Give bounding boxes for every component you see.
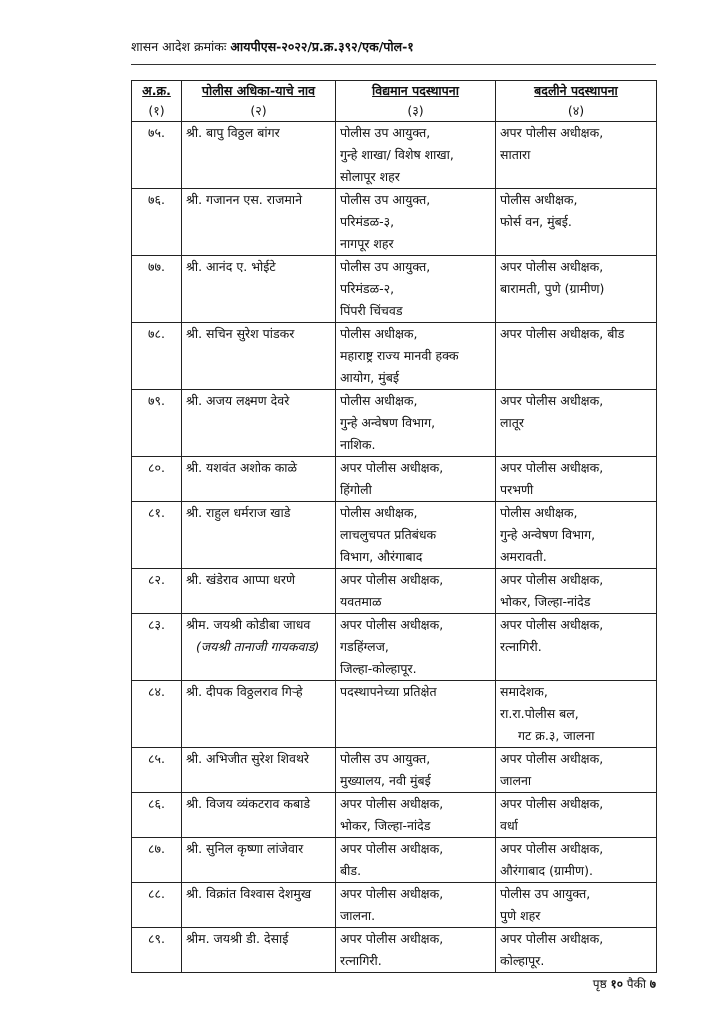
table-row [132, 793, 657, 838]
posting-line: पोलीस उप आयुक्त, [340, 259, 431, 274]
posting-line: रत्नागिरी. [340, 953, 382, 968]
officer-name: श्री. राहुल धर्मराज खाडे [186, 505, 291, 520]
officer-name: श्री. दीपक विठ्ठलराव गिऱ्हे [186, 684, 303, 699]
new-posting-cell [496, 122, 657, 189]
posting-line: अपर पोलीस अधीक्षक, [340, 796, 444, 811]
column-header: अ.क्र. [132, 81, 182, 102]
officer-name: श्री. विजय व्यंकटराव कबाडे [186, 796, 311, 811]
table-row [132, 838, 657, 883]
order-number: आयपीएस-२०२२/प्र.क्र.३९२/एक/पोल-१ [230, 39, 414, 54]
officer-name-cell [182, 122, 336, 189]
new-posting-cell [496, 614, 657, 681]
posting-line: विभाग, औरंगाबाद [340, 549, 423, 564]
posting-line: पोलीस अधीक्षक, [500, 505, 578, 520]
posting-line: वर्धा [500, 818, 518, 833]
current-posting-cell [336, 569, 496, 614]
posting-line: अपर पोलीस अधीक्षक, [500, 393, 604, 408]
current-posting-cell [336, 681, 496, 748]
posting-line: सोलापूर शहर [340, 169, 400, 184]
current-posting-cell [336, 614, 496, 681]
current-posting-cell [336, 838, 496, 883]
posting-line: पोलीस उप आयुक्त, [340, 125, 431, 140]
new-posting-cell [496, 838, 657, 883]
posting-line: अपर पोलीस अधीक्षक, [340, 460, 444, 475]
table-row [132, 122, 657, 189]
posting-line: अपर पोलीस अधीक्षक, [500, 259, 604, 274]
posting-line: रत्नागिरी. [500, 639, 542, 654]
table-row [132, 390, 657, 457]
officer-name: श्री. आनंद ए. भोईटे [186, 259, 276, 274]
current-posting-cell [336, 793, 496, 838]
posting-line: गट क्र.३, जालना [518, 728, 595, 743]
posting-line: जालना. [340, 908, 376, 923]
posting-line: अपर पोलीस अधीक्षक, [500, 572, 604, 587]
header-divider [131, 64, 656, 65]
officer-name-cell [182, 838, 336, 883]
current-posting-cell [336, 748, 496, 793]
serial-number: ८६. [132, 793, 182, 838]
posting-line: अपर पोलीस अधीक्षक, [500, 751, 604, 766]
new-posting-cell [496, 883, 657, 928]
column-header: बदलीने पदस्थापना [496, 81, 657, 102]
posting-line: परिमंडळ-३, [340, 214, 395, 229]
table-row [132, 323, 657, 390]
posting-line: गडहिंग्लज, [340, 639, 389, 654]
transfer-table [131, 80, 657, 973]
posting-line: औरंगाबाद (ग्रामीण). [500, 863, 593, 878]
column-number: (१) [132, 101, 182, 122]
officer-name-cell [182, 681, 336, 748]
new-posting-cell [496, 748, 657, 793]
posting-line: फोर्स वन, मुंबई. [500, 214, 572, 229]
column-number: (३) [336, 101, 496, 122]
page-number: पृष्ठ १० पैकी ७ [592, 977, 656, 991]
current-posting-cell [336, 122, 496, 189]
posting-line: अपर पोलीस अधीक्षक, [340, 841, 444, 856]
new-posting-cell [496, 502, 657, 569]
table-header-row [132, 81, 657, 102]
new-posting-cell [496, 793, 657, 838]
posting-line: परभणी [500, 482, 534, 497]
officer-name-cell [182, 883, 336, 928]
posting-line: आयोग, मुंबई [340, 370, 399, 385]
posting-line: गुन्हे शाखा/ विशेष शाखा, [340, 147, 454, 162]
table-row [132, 681, 657, 748]
officer-name: श्री. सुनिल कृष्णा लांजेवार [186, 841, 304, 856]
current-posting-cell [336, 189, 496, 256]
posting-line: नागपूर शहर [340, 236, 394, 251]
posting-line: पुणे शहर [500, 908, 541, 923]
serial-number: ८०. [132, 457, 182, 502]
posting-line: अपर पोलीस अधीक्षक, [340, 572, 444, 587]
posting-line: जिल्हा-कोल्हापूर. [340, 661, 417, 676]
column-header: पोलीस अधिका-याचे नाव [182, 81, 336, 102]
table-row [132, 928, 657, 973]
serial-number: ७८. [132, 323, 182, 390]
new-posting-cell [496, 189, 657, 256]
officer-name-cell [182, 457, 336, 502]
table-row [132, 457, 657, 502]
current-posting-cell [336, 323, 496, 390]
new-posting-cell [496, 256, 657, 323]
posting-line: बीड. [340, 863, 362, 878]
column-number-row [132, 101, 657, 122]
new-posting-cell [496, 390, 657, 457]
posting-line: लातूर [500, 415, 524, 430]
officer-name: श्री. विक्रांत विश्वास देशमुख [186, 886, 312, 901]
officer-name-cell [182, 748, 336, 793]
serial-number: ८९. [132, 928, 182, 973]
table-row [132, 502, 657, 569]
serial-number: ८२. [132, 569, 182, 614]
serial-number: ७९. [132, 390, 182, 457]
posting-line: अपर पोलीस अधीक्षक, [340, 931, 444, 946]
column-header: विद्यमान पदस्थापना [336, 81, 496, 102]
posting-line: हिंगोली [340, 482, 372, 497]
posting-line: भोकर, जिल्हा-नांदेड [500, 594, 591, 609]
posting-line: लाचलुचपत प्रतिबंधक [340, 527, 437, 542]
officer-name-cell [182, 256, 336, 323]
new-posting-cell [496, 323, 657, 390]
table-row [132, 748, 657, 793]
posting-line: नाशिक. [340, 437, 376, 452]
posting-line: पोलीस उप आयुक्त, [500, 886, 591, 901]
posting-line: पोलीस अधीक्षक, [500, 192, 578, 207]
posting-line: जालना [500, 773, 532, 788]
serial-number: ७५. [132, 122, 182, 189]
posting-line: पोलीस उप आयुक्त, [340, 192, 431, 207]
current-posting-cell [336, 502, 496, 569]
posting-line: रा.रा.पोलीस बल, [500, 706, 579, 721]
serial-number: ८८. [132, 883, 182, 928]
posting-line: समादेशक, [500, 684, 548, 699]
posting-line: अपर पोलीस अधीक्षक, [340, 617, 444, 632]
officer-name-cell [182, 390, 336, 457]
officer-name-cell [182, 569, 336, 614]
serial-number: ८५. [132, 748, 182, 793]
posting-line: कोल्हापूर. [500, 953, 545, 968]
order-number-header [131, 38, 414, 55]
table-row [132, 883, 657, 928]
posting-line: बारामती, पुणे (ग्रामीण) [500, 281, 605, 296]
posting-line: पोलीस उप आयुक्त, [340, 751, 431, 766]
serial-number: ७७. [132, 256, 182, 323]
posting-line: अपर पोलीस अधीक्षक, [500, 796, 604, 811]
officer-name-cell [182, 323, 336, 390]
posting-line: अमरावती. [500, 549, 547, 564]
serial-number: ८१. [132, 502, 182, 569]
posting-line: गुन्हे अन्वेषण विभाग, [500, 527, 596, 542]
column-number: (४) [496, 101, 657, 122]
posting-line: अपर पोलीस अधीक्षक, बीड [500, 326, 625, 341]
current-posting-cell [336, 457, 496, 502]
posting-line: पोलीस अधीक्षक, [340, 326, 418, 341]
officer-name: श्री. सचिन सुरेश पांडकर [186, 326, 295, 341]
posting-line: अपर पोलीस अधीक्षक, [500, 125, 604, 140]
posting-line: गुन्हे अन्वेषण विभाग, [340, 415, 436, 430]
posting-line: अपर पोलीस अधीक्षक, [500, 931, 604, 946]
officer-name: श्रीम. जयश्री कोडीबा जाधव [186, 617, 311, 632]
officer-name: श्री. अजय लक्ष्मण देवरे [186, 393, 290, 408]
current-posting-cell [336, 256, 496, 323]
table-row [132, 569, 657, 614]
posting-line: पोलीस अधीक्षक, [340, 393, 418, 408]
current-posting-cell [336, 883, 496, 928]
posting-line: पिंपरी चिंचवड [340, 303, 403, 318]
new-posting-cell [496, 569, 657, 614]
officer-name-cell [182, 928, 336, 973]
table-row [132, 189, 657, 256]
posting-line: महाराष्ट्र राज्य मानवी हक्क [340, 348, 459, 363]
officer-name: श्री. गजानन एस. राजमाने [186, 192, 303, 207]
posting-line: अपर पोलीस अधीक्षक, [500, 460, 604, 475]
posting-line: मुख्यालय, नवी मुंबई [340, 773, 431, 788]
serial-number: ८४. [132, 681, 182, 748]
new-posting-cell [496, 681, 657, 748]
officer-name-cell [182, 614, 336, 681]
order-number-label: शासन आदेश क्रमांकः [131, 39, 227, 54]
posting-line: परिमंडळ-२, [340, 281, 395, 296]
current-posting-cell [336, 928, 496, 973]
posting-line: पोलीस अधीक्षक, [340, 505, 418, 520]
posting-line: पदस्थापनेच्या प्रतिक्षेत [340, 684, 437, 699]
officer-name: श्रीम. जयश्री डी. देसाई [186, 931, 289, 946]
posting-line: अपर पोलीस अधीक्षक, [500, 617, 604, 632]
posting-line: अपर पोलीस अधीक्षक, [340, 886, 444, 901]
officer-alias: (जयश्री तानाजी गायकवाड) [196, 639, 320, 654]
officer-name: श्री. बापु विठ्ठल बांगर [186, 125, 280, 140]
column-number: (२) [182, 101, 336, 122]
table-row [132, 614, 657, 681]
officer-name-cell [182, 502, 336, 569]
new-posting-cell [496, 457, 657, 502]
posting-line: यवतमाळ [340, 594, 382, 609]
serial-number: ७६. [132, 189, 182, 256]
officer-name-cell [182, 793, 336, 838]
posting-line: सातारा [500, 147, 531, 162]
officer-name-cell [182, 189, 336, 256]
serial-number: ८७. [132, 838, 182, 883]
posting-line: भोकर, जिल्हा-नांदेड [340, 818, 431, 833]
posting-line: अपर पोलीस अधीक्षक, [500, 841, 604, 856]
officer-name: श्री. यशवंत अशोक काळे [186, 460, 298, 475]
current-posting-cell [336, 390, 496, 457]
officer-name: श्री. खंडेराव आप्पा धरणे [186, 572, 295, 587]
new-posting-cell [496, 928, 657, 973]
serial-number: ८३. [132, 614, 182, 681]
officer-name: श्री. अभिजीत सुरेश शिवथरे [186, 751, 310, 766]
table-row [132, 256, 657, 323]
